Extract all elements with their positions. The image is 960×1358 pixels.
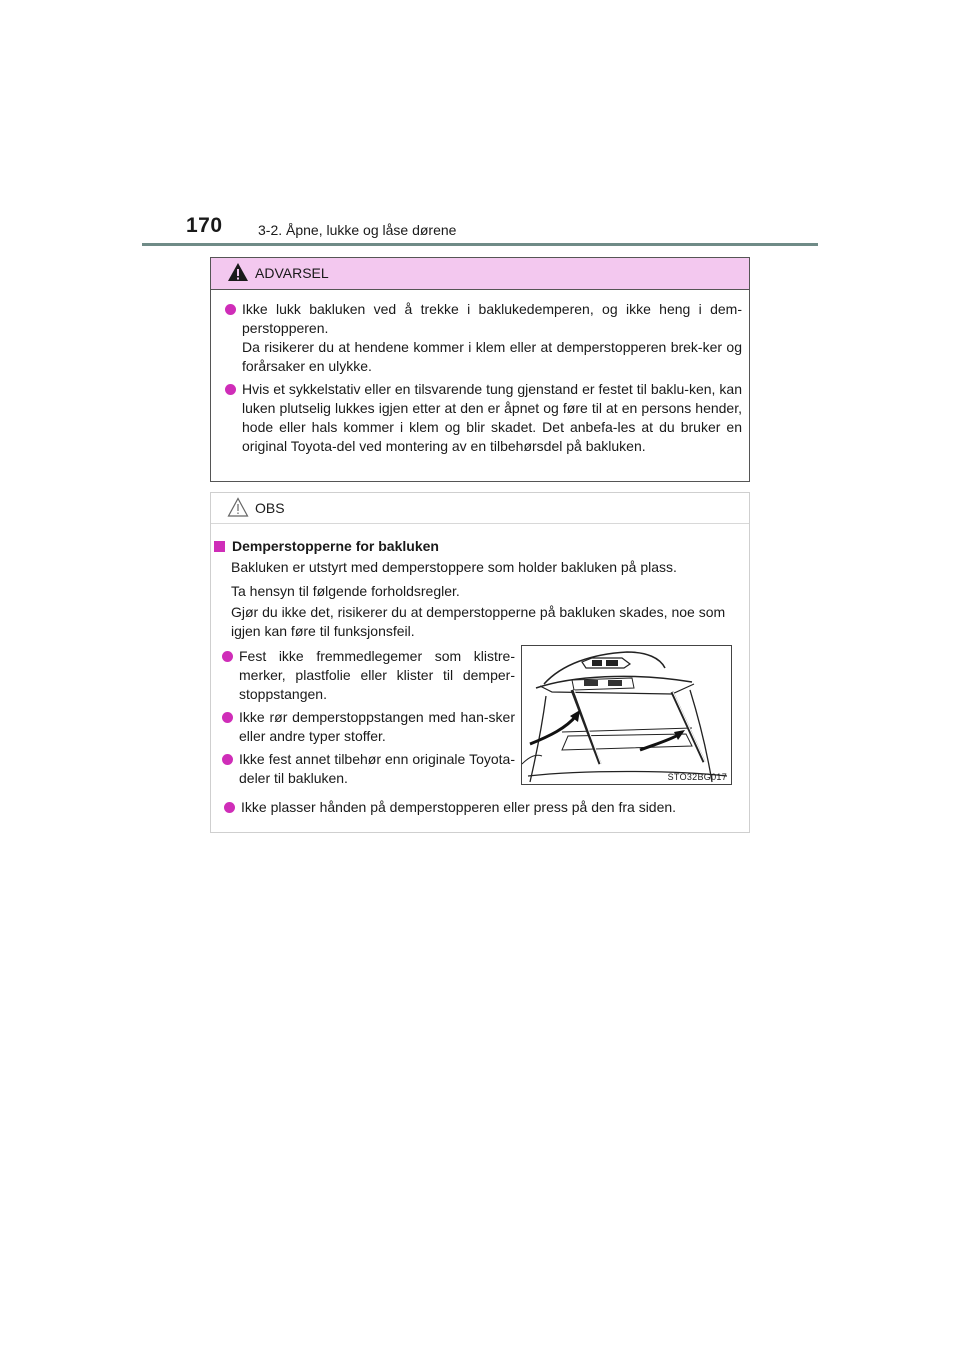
warning-outline-triangle-icon	[227, 496, 249, 518]
bullet-dot-icon	[222, 712, 233, 723]
bullet-dot-icon	[225, 384, 236, 395]
bullet-dot-icon	[222, 754, 233, 765]
page-header	[0, 0, 960, 250]
warning-filled-triangle-icon	[227, 261, 249, 283]
notice-paragraph: Gjør du ikke det, risikerer du at demperstopperne på bakluken skades, noe som igjen kan føre til funksjonsfeil.	[231, 604, 726, 639]
notice-item	[221, 708, 515, 746]
warning-item	[224, 300, 742, 376]
warning-box	[210, 257, 750, 482]
warning-item	[224, 380, 742, 456]
tailgate-illustration	[522, 646, 731, 784]
notice-box-header	[211, 493, 749, 524]
notice-last-item-text: Ikke plasser hånden på demperstopperen eller press på den fra siden.	[241, 799, 677, 815]
notice-items-column	[211, 647, 515, 792]
notice-item-text: Ikke rør demperstoppstangen med han-sker eller andre typer stoffer.	[239, 709, 515, 744]
notice-item	[221, 647, 515, 704]
warning-label: ADVARSEL	[255, 265, 329, 281]
bullet-dot-icon	[222, 651, 233, 662]
figure-code: STO32BG017	[667, 772, 727, 782]
notice-paragraph: Bakluken er utstyrt med demperstoppere som holder bakluken på plass.	[231, 559, 677, 575]
section-title: 3-2. Åpne, lukke og låse dørene	[258, 222, 457, 238]
warning-box-body	[211, 290, 749, 456]
warning-item-text: Da risikerer du at hendene kommer i klem eller at demperstopperen brek-ker og forårsaker en ulykke.	[242, 339, 742, 374]
notice-item-text: Fest ikke fremmedlegemer som klistre-merker, plastfolie eller klister til demper-stoppstangen.	[239, 648, 515, 702]
notice-last-item	[223, 798, 761, 817]
header-rule	[142, 243, 818, 246]
bullet-dot-icon	[224, 802, 235, 813]
notice-label: OBS	[255, 500, 285, 516]
tailgate-damper-figure	[521, 645, 732, 785]
notice-paragraph: Ta hensyn til følgende forholdsregler.	[231, 583, 460, 599]
notice-item-text: Ikke fest annet tilbehør enn originale Toyota-deler til bakluken.	[239, 751, 515, 786]
warning-box-header	[211, 258, 749, 290]
bullet-dot-icon	[225, 304, 236, 315]
square-bullet-icon	[214, 541, 225, 552]
warning-item-text: Hvis et sykkelstativ eller en tilsvarende tung gjenstand er festet til baklu-ken, kan luken plutselig lukkes igjen etter at den er åpnet og føre til at en persons hender, hode eller hals kommer i klem og blir skadet. Det anbefa-les at du bruker en original Toyota-del ved montering av en tilbehørsdel på bakluken.	[242, 381, 742, 454]
notice-item	[221, 750, 515, 788]
notice-subheading-text: Demperstopperne for bakluken	[232, 538, 439, 554]
page-number: 170	[186, 214, 223, 237]
notice-subheading	[214, 537, 742, 556]
warning-item-text: Ikke lukk bakluken ved å trekke i baklukedemperen, og ikke heng i dem-perstopperen.	[242, 301, 742, 336]
